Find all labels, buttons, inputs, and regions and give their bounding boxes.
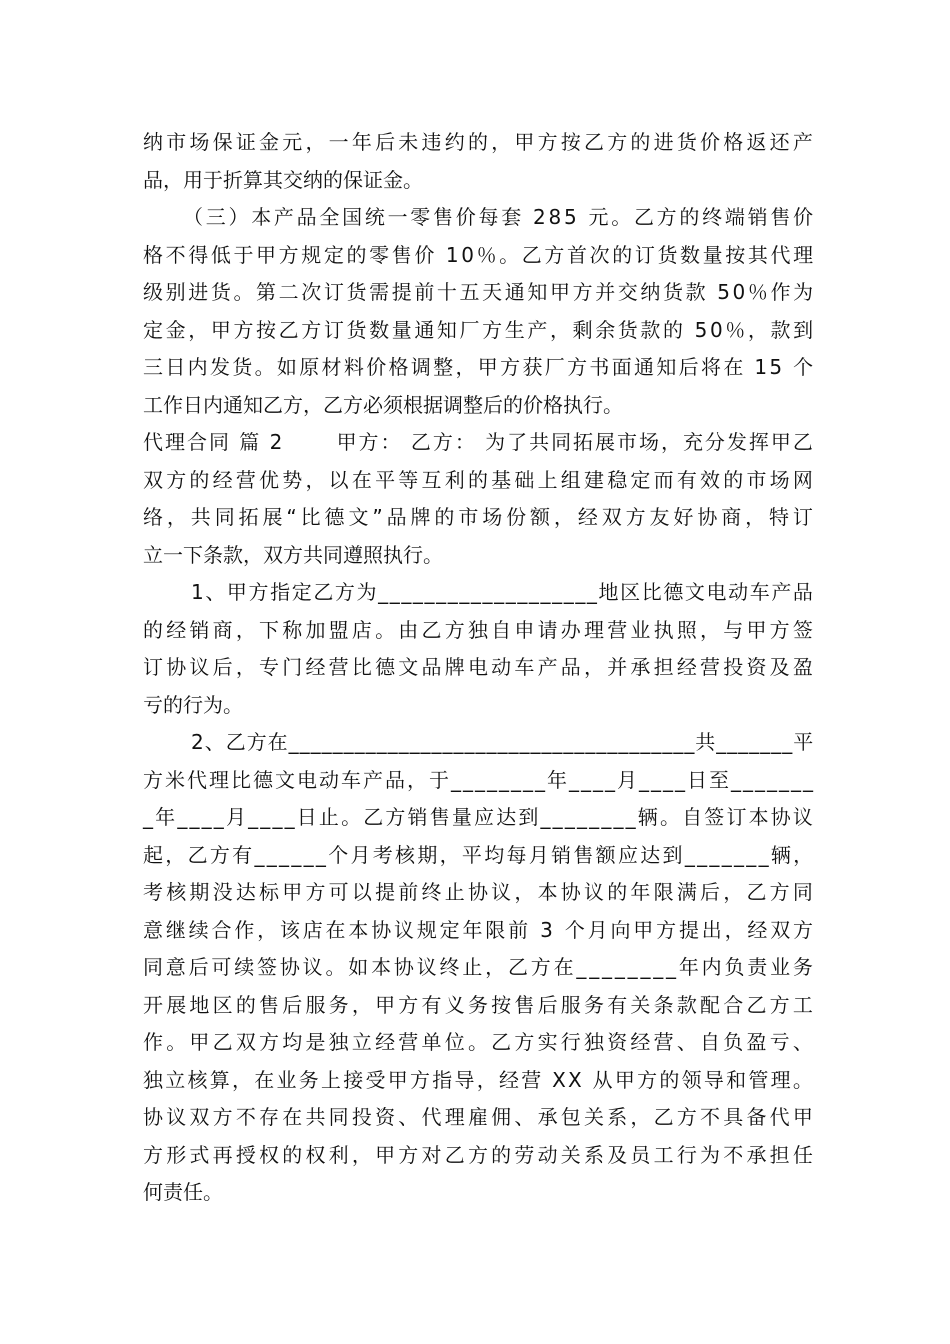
text-line xyxy=(143,987,817,1025)
text-line xyxy=(143,949,816,987)
text-line xyxy=(143,649,817,687)
text-line xyxy=(143,237,816,275)
line-text: 作。甲乙双方均是独立经营单位。乙方实行独资经营、自负盈亏、 xyxy=(143,1030,817,1054)
line-text: 双方的经营优势，以在平等互利的基础上组建稳定而有效的市场网 xyxy=(143,467,817,492)
line-text: 工作日内通知乙方，乙方必须根据调整后的价格执行。 xyxy=(143,392,623,417)
line-text: 开展地区的售后服务，甲方有义务按售后服务有关条款配合乙方工 xyxy=(143,992,817,1017)
line-text: 代理合同 篇 2 甲方： 乙方： 为了共同拓展市场，充分发挥甲乙 xyxy=(143,430,815,454)
text-line xyxy=(143,1024,817,1062)
line-text: 的经销商，下称加盟店。由乙方独自申请办理营业执照，与甲方签 xyxy=(143,617,817,642)
line-text: 独立核算，在业务上接受甲方指导，经营 XX 从甲方的领导和管理。 xyxy=(143,1067,816,1092)
text-line xyxy=(143,199,816,237)
line-text: 方米代理比德文电动车产品，于________年____月____日至_______ xyxy=(143,767,815,792)
line-text: 品，用于折算其交纳的保证金。 xyxy=(143,167,423,192)
text-line xyxy=(143,1174,813,1212)
line-text: 方形式再授权的权利，甲方对乙方的劳动关系及员工行为不承担任 xyxy=(143,1142,817,1167)
section-heading-line xyxy=(143,424,813,462)
line-text: 同意后可续签协议。如本协议终止，乙方在________年内负责业务 xyxy=(143,955,816,979)
line-text: 订协议后，专门经营比德文品牌电动车产品，并承担经营投资及盈 xyxy=(143,655,817,679)
text-line xyxy=(143,724,813,762)
text-line xyxy=(143,687,813,725)
text-line xyxy=(143,612,817,650)
text-line xyxy=(143,312,816,350)
line-text: _年____月____日止。乙方销售量应达到________辆。自签订本协议 xyxy=(143,805,816,829)
line-text: 纳市场保证金元，一年后未违约的，甲方按乙方的进货价格返还产 xyxy=(143,130,817,154)
line-text: 定金，甲方按乙方订货数量通知厂方生产，剩余货款的 50％，款到 xyxy=(143,317,816,342)
line-text: 2、乙方在_____________________________________共_______平 xyxy=(191,730,815,754)
document-body xyxy=(143,124,817,1212)
text-line xyxy=(143,1099,817,1137)
text-line xyxy=(143,837,816,875)
line-text: （三）本产品全国统一零售价每套 285 元。乙方的终端销售价 xyxy=(183,205,816,229)
text-line xyxy=(143,574,813,612)
line-text: 三日内发货。如原材料价格调整，甲方获厂方书面通知后将在 15 个 xyxy=(143,355,816,379)
text-line xyxy=(143,462,817,500)
line-text: 何责任。 xyxy=(143,1180,223,1204)
text-line xyxy=(143,274,816,312)
text-line xyxy=(143,912,816,950)
line-text: 1、甲方指定乙方为___________________地区比德文电动车产品 xyxy=(191,580,815,604)
text-line xyxy=(143,537,813,575)
text-line xyxy=(143,162,813,200)
line-text: 起，乙方有______个月考核期，平均每月销售额应达到_______辆， xyxy=(143,842,816,867)
line-text: 协议双方不存在共同投资、代理雇佣、承包关系，乙方不具备代甲 xyxy=(143,1105,817,1129)
text-line xyxy=(143,387,813,425)
text-line xyxy=(143,124,817,162)
text-line xyxy=(143,1137,817,1175)
line-text: 亏的行为。 xyxy=(143,692,243,717)
text-line xyxy=(143,499,817,537)
text-line xyxy=(143,762,813,800)
line-text: 格不得低于甲方规定的零售价 10％。乙方首次的订货数量按其代理 xyxy=(143,242,816,267)
line-text: 级别进货。第二次订货需提前十五天通知甲方并交纳货款 50％作为 xyxy=(143,280,816,304)
line-text: 意继续合作，该店在本协议规定年限前 3 个月向甲方提出，经双方 xyxy=(143,917,816,942)
text-line xyxy=(143,349,816,387)
line-text: 考核期没达标甲方可以提前终止协议，本协议的年限满后，乙方同 xyxy=(143,880,817,904)
line-text: 络，共同拓展“比德文”品牌的市场份额，经双方友好协商，特订 xyxy=(143,505,817,529)
text-line xyxy=(143,799,816,837)
line-text: 立一下条款，双方共同遵照执行。 xyxy=(143,542,443,567)
text-line xyxy=(143,874,817,912)
text-line xyxy=(143,1062,816,1100)
